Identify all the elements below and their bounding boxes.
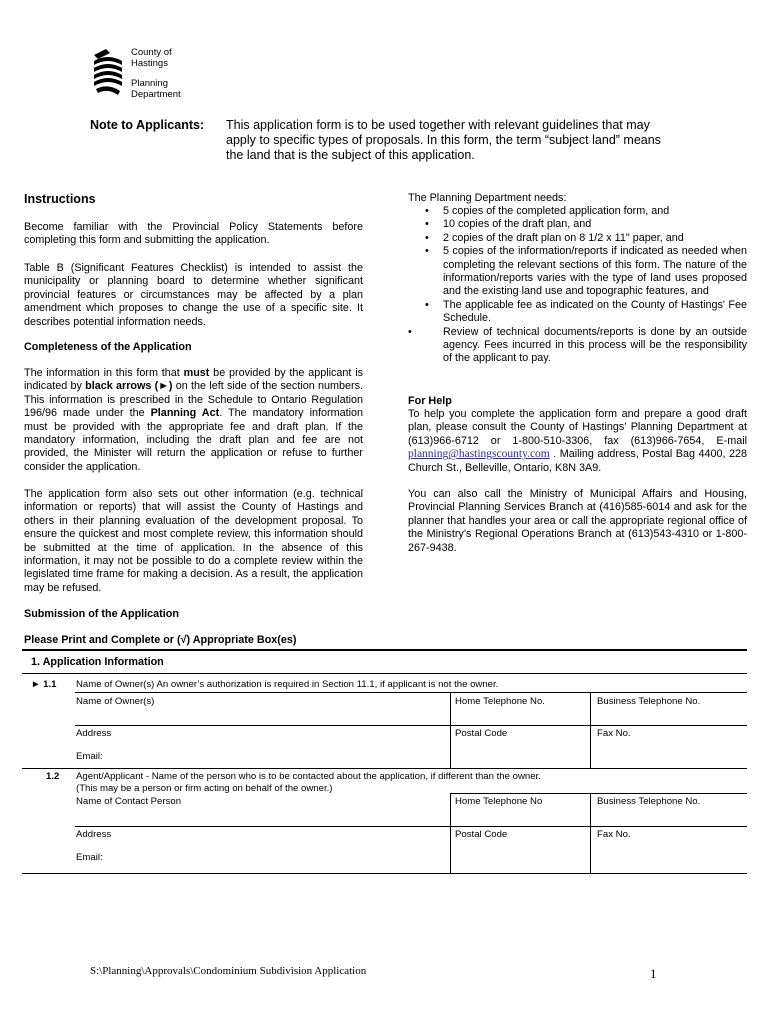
owner-postal-code-field[interactable]: Postal Code [455, 728, 508, 739]
instructions-para-1: Become familiar with the Provincial Policy Statements before completing this form and submitting the application. [24, 221, 363, 247]
ministry-para: You can also call the Ministry of Municipal Affairs and Housing, Provincial Planning Services Branch at (416)585-6014 and ask for the planner that handles your area or call the appropriate regional office of the Ministry’s Regional Operations Branch at (613)543-4310 or 1-800-267-9438. [408, 488, 747, 554]
logo-text-department: Planning Department [131, 78, 181, 100]
contact-address-field[interactable]: Address [76, 829, 112, 840]
list-item: • The applicable fee as indicated on the County of Hastings' Fee Schedule. [425, 298, 747, 325]
divider [590, 793, 591, 826]
completeness-heading: Completeness of the Application [24, 341, 192, 353]
instructions-para-2: Table B (Significant Features Checklist) is intended to assist the municipality or planning board to determine whether significant provincial features or circumstances may be affected by a plan amendment which proposes to change the use of a specific site. It describes potential information needs. [24, 262, 363, 328]
footer-path: S:\Planning\Approvals\Condominium Subdivision Application [90, 965, 367, 977]
contact-postal-code-field[interactable]: Postal Code [455, 829, 508, 840]
department-needs-list [408, 205, 747, 366]
divider [450, 725, 451, 769]
section-1-1-desc: Name of Owner(s) An owner’s authorization is required in Section 11.1, if applicant is not the owner. [76, 679, 499, 690]
contact-fax-field[interactable]: Fax No. [597, 829, 631, 840]
section-1-2-desc: Agent/Applicant - Name of the person who is to be contacted about the application, if different than the owner. (This may be a person or firm acting on behalf of the owner.) [76, 771, 541, 794]
section-1-1-marker: ► 1.1 [31, 679, 57, 690]
department-needs-intro: The Planning Department needs: [408, 192, 567, 204]
section-1-2-marker: 1.2 [46, 771, 60, 782]
submission-heading: Submission of the Application [24, 608, 179, 620]
contact-business-phone-field[interactable]: Business Telephone No. [597, 796, 701, 807]
owner-name-field[interactable]: Name of Owner(s) [76, 696, 155, 707]
divider [75, 826, 747, 827]
logo-text-county: County of Hastings [131, 47, 172, 69]
county-logo [92, 47, 126, 99]
help-heading: For Help [408, 395, 452, 407]
note-text: This application form is to be used together with relevant guidelines that may apply to specific types of proposals. In this form, the term “subject land” means the land that is the subject of this application. [226, 118, 661, 162]
owner-email-field[interactable]: Email: [76, 751, 103, 762]
page-number: 1 [650, 966, 657, 981]
divider [590, 692, 591, 725]
divider [22, 873, 747, 874]
contact-email-field[interactable]: Email: [76, 852, 103, 863]
divider [75, 692, 747, 693]
divider [75, 725, 747, 726]
help-para: To help you complete the application form and prepare a good draft plan, please consult the County of Hastings’ Planning Department at (613)966-6712 or 1-800-510-3306, fax (613)966-7654, E-mail planning@hastingscounty.com . Mailing address, Postal Bag 4400, 228 Church St., Belleville, Ontario, K8N 3A9. [408, 408, 747, 474]
list-item-review: • Review of technical documents/reports is done by an outside agency. Fees incurred in this process will be the responsibility of the applicant to pay. [408, 325, 747, 365]
hastings-logo-icon [92, 47, 126, 99]
divider [450, 793, 451, 826]
contact-name-field[interactable]: Name of Contact Person [76, 796, 182, 807]
section-1-heading: 1. Application Information [31, 656, 164, 668]
divider [22, 768, 747, 769]
owner-home-phone-field[interactable]: Home Telephone No. [455, 696, 545, 707]
list-item: • 2 copies of the draft plan on 8 1/2 x 11" paper, and [425, 231, 684, 244]
divider [22, 649, 747, 651]
owner-business-phone-field[interactable]: Business Telephone No. [597, 696, 701, 707]
instructions-para-4: The application form also sets out other information (e.g. technical information or reports) that will assist the County of Hastings and others in their planning evaluation of the development proposal. To ensure the quickest and most complete review, this information should be submitted at the time of application. In the absence of this information, it may not be possible to do a complete review within the legislated time frame for making a decision. As a result, the application may be refused. [24, 488, 363, 594]
email-link[interactable]: planning@hastingscounty.com [408, 448, 550, 461]
owner-fax-field[interactable]: Fax No. [597, 728, 631, 739]
divider [450, 692, 451, 725]
note-label: Note to Applicants: [90, 118, 205, 132]
list-item: • 10 copies of the draft plan, and [425, 218, 592, 231]
owner-address-field[interactable]: Address [76, 728, 112, 739]
divider [22, 673, 747, 674]
print-heading: Please Print and Complete or (√) Appropriate Box(es) [24, 634, 297, 646]
divider [590, 725, 591, 769]
list-item: • 5 copies of the information/reports if indicated as needed when completing the relevant sections of this form. The nature of the information/reports varies with the type of land uses proposed and the existing land use and topographic features, and [425, 245, 747, 298]
divider [590, 826, 591, 873]
contact-home-phone-field[interactable]: Home Telephone No [455, 796, 543, 807]
divider [450, 826, 451, 873]
instructions-heading: Instructions [24, 192, 96, 206]
divider [450, 793, 747, 794]
list-item: • 5 copies of the completed application form, and [425, 205, 670, 217]
completeness-para: The information in this form that must be provided by the applicant is indicated by black arrows (►) on the left side of the section numbers. This information is prescribed in the Schedule to Ontario Regulation 196/96 made under the Planning Act. The mandatory information must be provided with the appropriate fee and draft plan. If the mandatory information, including the draft plan and fee are not provided, the Minister will return the application or refuse to further consider the application. [24, 367, 364, 473]
